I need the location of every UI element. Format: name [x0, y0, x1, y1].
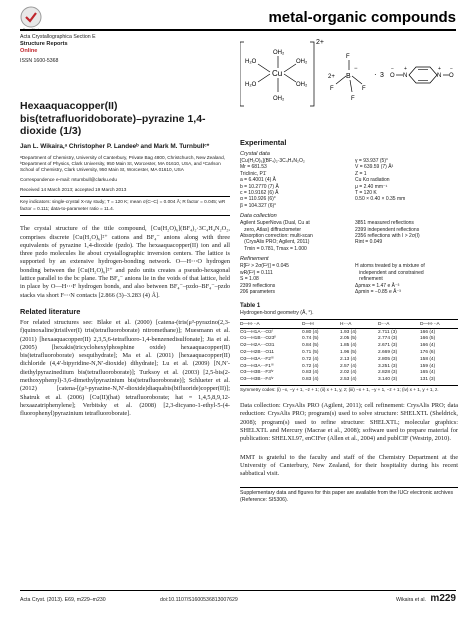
- affiliations: ᵃDepartment of Chemistry, University of Canterbury, Private Bag 4800, Christchurch, New Zealand, ᵇDepartment of Physics, Clark University, 950 Main St, Worcester, MA 01610, USA, and ᶜCarlson School of Chemistry, Clark University, 950 Main St, Worcester, MA 01610, USA: [20, 154, 226, 172]
- oxygen-right-minus: −: [450, 66, 453, 72]
- section-title: metal-organic compounds: [268, 9, 456, 26]
- oxygen-left: O: [390, 73, 395, 79]
- journal-meta: [20, 34, 235, 65]
- oh2-top: OH₂: [273, 50, 285, 56]
- data-line: T = 120 K: [355, 190, 377, 197]
- table-cell: 2.671 (3): [378, 343, 398, 349]
- table-header: H⋯A: [340, 320, 378, 329]
- right-bracket: [310, 42, 314, 106]
- table-row: [240, 356, 458, 363]
- data-line: a = 6.4001 (4) Å: [240, 177, 276, 184]
- table-cell: 2.774 (3): [378, 336, 398, 342]
- table-cell: 0.72 (4): [302, 363, 319, 369]
- table-cell: 176 (6): [420, 350, 436, 356]
- abstract: The crystal structure of the title compound, [Cu(H₂O)₆](BF₄)₂·3C₄H₄N₂O₂, comprises discrete [Cu(H₂O)₆]²⁺ cations and BF₄⁻ anions along with three equivalents of pyrazine 1,4-dioxide (pzdo). The hexaaquacopper(II) ion and all three pzdo molecules lie about crystallographic inversion centers. The lattice is supported by an extensive hydrogen-bonding network. O—H⋯O hydrogen bonding between the [Cu(H₂O)₆]²⁺ and pzdo units creates a pseudo-hexagonal lattice parallel to the bc plane. The BF₄⁻ anions lie in the voids of that lattice, held in place by O—H⋯F hydrogen bonds, and also between BF₄⁻–pzdo–BF₄⁻–pzdo stacks via short F⋯N contacts [2.866 (3)–3.283 (4) Å].: [20, 225, 230, 299]
- table-cell: 2.53 (4): [340, 377, 378, 385]
- table-cell: 165 (4): [420, 370, 436, 376]
- h2o-left-top: H₂O: [245, 59, 257, 65]
- data-line: H atoms treated by a mixture of: [355, 263, 425, 270]
- data-line: Triclinic, P1̄: [240, 170, 266, 177]
- issn: ISSN 1600-5368: [20, 58, 59, 64]
- left-column: [20, 100, 230, 418]
- crystal-data-right: [355, 158, 458, 209]
- bf4-count: 2+: [328, 74, 335, 80]
- table-cell: 2.57 (4): [340, 363, 357, 369]
- page-number: m229: [430, 593, 456, 604]
- crossmark-logo-icon: [20, 6, 42, 28]
- table-cell: O3—H3B⋯F4ⁱᵛ: [240, 377, 302, 385]
- refinement-heading: Refinement: [240, 256, 269, 263]
- dot-label: ·: [374, 70, 377, 79]
- table-cell: 2.669 (3): [378, 350, 398, 356]
- data-line: γ = 93.937 (5)°: [355, 158, 388, 164]
- table-cell: 0.72 (4): [302, 356, 319, 362]
- data-line: 2356 reflections with I > 2σ(I): [355, 233, 420, 240]
- data-collection-paragraph: Data collection: CrysAlis PRO (Agilent, 2011); cell refinement: CrysAlis PRO; data reduction: CrysAlis PRO; program(s) used to solve structure: SHELXTL (Sheldrick, 2008); program(s) used to refine structure: SHELXTL; molecular graphics: SHELXTL and Mercury (Macrae et al., 2008); software used to prepare material for publication: SHELXL97, enCIFer (Allen et al., 2004) and publCIF (Westrip, 2010).: [240, 402, 458, 443]
- divider: [240, 487, 458, 488]
- refinement-right: [355, 263, 458, 295]
- table-row: [240, 377, 458, 385]
- oh2-right-top: OH₂: [296, 59, 308, 65]
- hydrogen-bond-table: [240, 319, 458, 385]
- header-rule: [20, 29, 456, 31]
- data-collection: [240, 220, 458, 252]
- refinement: [240, 263, 458, 295]
- table-header: D—H⋯A: [420, 320, 458, 329]
- table-cell: 2.05 (5): [340, 336, 357, 342]
- data-line: S = 1.08: [240, 276, 259, 283]
- table-row: [240, 363, 458, 370]
- nitrogen-left-plus: +: [404, 66, 407, 72]
- cu-atom: Cu: [272, 69, 283, 78]
- table-cell: 2.828 (3): [378, 370, 398, 376]
- supplementary-note: Supplementary data and figures for this paper are available from the IUCr electronic archives (Reference: SI5306).: [240, 490, 454, 503]
- data-line: Agilent SuperNova (Dual, Cu at: [240, 220, 310, 227]
- data-line: Mr = 681.53: [240, 164, 267, 171]
- data-collection-left: [240, 220, 355, 252]
- footer-doi: doi:10.1107/S1600536813007629: [160, 597, 238, 603]
- key-indicators: Key indicators: single-crystal X-ray study; T = 120 K; mean σ(C–C) = 0.004 Å; R factor = 0.045; wR factor = 0.111; data-to-parameter ratio = 11.4.: [20, 199, 226, 211]
- table-cell: 131 (3): [420, 377, 458, 385]
- divider: [20, 196, 230, 197]
- table-cell: 1.93 (4): [340, 329, 357, 335]
- fluorine-top: F: [346, 54, 350, 60]
- structure-diagram: [240, 34, 458, 134]
- table-row: [240, 370, 458, 377]
- table-cell: O3—H3B⋯F3ⁱᵛ: [240, 370, 274, 376]
- correspondence: Correspondence e-mail: mturnbull@clarku.edu: [20, 176, 117, 182]
- footer-rule: [20, 590, 456, 591]
- article-title: Hexaaquacopper(II) bis(tetrafluoridoborate)–pyrazine 1,4-dioxide (1/3): [20, 100, 206, 137]
- table-cell: O3—H3A⋯F1ⁱⁱⁱ: [240, 363, 274, 369]
- table-cell: 2.13 (4): [340, 356, 357, 362]
- journal-subtitle: Structure Reports: [20, 41, 68, 47]
- nitrogen-right-plus: +: [438, 66, 441, 72]
- oxygen-left-minus: −: [391, 66, 394, 72]
- table-cell: 1.85 (4): [340, 343, 357, 349]
- received-date: Received 14 March 2013; accepted 19 March 2013: [20, 186, 127, 192]
- crystal-data-heading: Crystal data: [240, 151, 270, 157]
- related-literature-text: For related structures see: Blake et al. (2000) [catena-(tris(μ³-pyrazino(2,3-f)quinoxaline)trisilver(I) tris(tetrafluoroborate) nitromethane)]; Muesmann et al. (2011) [hexaaquacopper(II) 2,3,5,6-tetrafluoro-1,4-benzenedisulfonate]; Jia et al. (2005) [hexakis(tricyclohexylphosphine oxide) hexaaquacopper(II) bis(tetrafluoroborate) sesquihydrate]; Ma et al. (2001) [hexaaquacopper(II) dichloride (4,4′-bipyridine-N,N′-dioxide) dihydrate]; Lu et al. (2009) [N,N′-diethylpyrazinediium bis(tetrafluoroborate)]; Turksoy et al. (2003) [2,5-bis(2-methoxyphenyl)-3,6-dimethylpyrazinium bis(tetrafluoroborate)]; Schlueter et al. (2012) [catena-[(μ³-pyrazine-N,N′-dioxide)diaquabis(bifluoride)copper(II)]; Shatruk et al. (2006) [Cu(II)(hat) tetrafluoroborate; hat = 1,4,5,8,9,12-hexaazatriphenylene]; Verbitsky et al. (2008) [2,3-dicyano-1-ethyl-5-(4-fluorophenyl)pyrazinium tetrafluoroborate].: [20, 318, 230, 418]
- table-cell: 3.251 (3): [378, 363, 398, 369]
- oh2-bottom: OH₂: [273, 96, 285, 102]
- table-cell: 166 (4): [420, 329, 436, 335]
- table-cell: O2—H2A⋯O31: [240, 343, 275, 349]
- data-line: 0.50 × 0.40 × 0.35 mm: [355, 196, 406, 203]
- symmetry-codes: Symmetry codes: (i) −x, −y + 1, −z + 1; (ii) x + 1, y, z; (iii) −x + 1, −y + 1, −z + 1; (iv) x + 1, y + 1, z.: [240, 387, 439, 393]
- data-line: Tmin = 0.781, Tmax = 1.000: [240, 245, 307, 252]
- right-column: [240, 138, 458, 504]
- table-row: [240, 343, 458, 350]
- table-cell: 3.140 (3): [378, 377, 420, 385]
- data-line: μ = 2.40 mm⁻¹: [355, 183, 388, 190]
- table1-title: Table 1: [240, 303, 261, 310]
- table-header: D—H: [302, 320, 340, 329]
- fluorine-left: F: [330, 86, 334, 92]
- h2o-left-bottom: H₂O: [245, 82, 257, 88]
- data-line: β = 104.327 (6)°: [240, 202, 277, 209]
- left-bracket: [240, 42, 244, 106]
- data-line: refinement: [355, 276, 383, 283]
- data-line: R[F² > 2σ(F²)] = 0.045: [240, 263, 289, 270]
- data-collection-heading: Data collection: [240, 213, 277, 220]
- table-row: [240, 350, 458, 357]
- table-cell: O1—H1A⋯O3ⁱ: [240, 329, 273, 335]
- table-header-row: [240, 320, 458, 329]
- charge-label: 2+: [316, 39, 324, 46]
- data-line: zero, Atlas) diffractometer: [240, 226, 302, 233]
- data-line: Rint = 0.049: [355, 239, 383, 246]
- table-header: D—H⋯A: [240, 320, 302, 329]
- authors: Jan L. Wikaira,ᵃ Christopher P. Landeeᵇ and Mark M. Turnbullᶜ*: [20, 142, 210, 150]
- divider: [20, 215, 230, 216]
- table-cell: O1—H1B⋯O23ⁱⁱ: [240, 336, 277, 342]
- fluorine-right: F: [362, 86, 366, 92]
- fluorine-bottom: F: [351, 96, 355, 102]
- pzdo-count: 3: [380, 72, 384, 79]
- footer-citation: Acta Cryst. (2013). E69, m229–m230: [20, 597, 106, 603]
- table-row: [240, 336, 458, 343]
- data-line: V = 639.59 (7) Å³: [355, 164, 394, 171]
- footer: [20, 593, 456, 605]
- online-label: Online: [20, 48, 38, 54]
- data-line: Absorption correction: multi-scan: [240, 233, 313, 240]
- footer-authors: Wikaira et al.: [396, 597, 426, 603]
- table-cell: O2—H2B⋯O11: [240, 350, 275, 356]
- table-cell: 158 (4): [420, 356, 436, 362]
- journal-name: Acta Crystallographica Section E: [20, 34, 96, 40]
- data-line: Δρmax = 1.47 e Å⁻³: [355, 282, 400, 289]
- data-line: α = 110.926 (6)°: [240, 196, 276, 203]
- data-line: Δρmin = −0.85 e Å⁻³: [355, 288, 401, 295]
- table-cell: 0.71 (5): [302, 350, 319, 356]
- crystal-data-left: [240, 158, 355, 209]
- table-cell: 0.74 (5): [302, 336, 319, 342]
- data-line: Cu Kα radiation: [355, 177, 390, 184]
- table-cell: 166 (5): [420, 336, 436, 342]
- data-line: 2399 reflections: [240, 282, 276, 289]
- table-cell: 0.83 (4): [302, 370, 319, 376]
- nitrogen-left: N: [403, 73, 408, 79]
- data-line: wR(F²) = 0.111: [240, 269, 273, 276]
- table-cell: 2.805 (3): [378, 356, 398, 362]
- data-line: 206 parameters: [240, 288, 276, 295]
- table-cell: O3—H3A⋯F2ⁱⁱⁱ: [240, 356, 274, 362]
- table-cell: 159 (4): [420, 363, 436, 369]
- experimental-heading: Experimental: [240, 138, 287, 147]
- boron-minus: −: [354, 66, 358, 72]
- table-cell: 0.83 (4): [302, 377, 340, 385]
- oxygen-right: O: [449, 73, 454, 79]
- related-literature-heading: Related literature: [20, 306, 81, 316]
- data-line: c = 10.9162 (6) Å: [240, 190, 279, 197]
- data-line: 3851 measured reflections: [355, 220, 414, 227]
- acknowledgement: MMT is grateful to the faculty and staff of the Chemistry Department at the University of Canterbury, New Zealand, for their hospitality during his recent sabbatical visit.: [240, 453, 458, 478]
- data-line: independent and constrained: [355, 269, 424, 276]
- table-row: [240, 329, 458, 336]
- table-cell: 0.80 (4): [302, 329, 319, 335]
- table1-subtitle: Hydrogen-bond geometry (Å, °).: [240, 310, 314, 317]
- oh2-right-bottom: OH₂: [296, 82, 308, 88]
- nitrogen-right: N: [437, 73, 442, 79]
- data-line: Z = 1: [355, 170, 367, 177]
- data-line: b = 10.2770 (7) Å: [240, 183, 279, 190]
- table-cell: 2.02 (4): [340, 370, 357, 376]
- refinement-left: [240, 263, 355, 295]
- table-cell: 166 (4): [420, 343, 436, 349]
- data-line: [Cu(H₂O)₆](BF₄)₂·3C₄H₄N₂O₂: [240, 158, 305, 164]
- table-header: D⋯A: [378, 320, 420, 329]
- table-cell: 0.84 (5): [302, 343, 319, 349]
- data-line: (CrysAlis PRO; Agilent, 2011): [240, 239, 310, 246]
- data-line: 2399 independent reflections: [355, 226, 420, 233]
- table-cell: 1.96 (5): [340, 350, 357, 356]
- data-collection-right: [355, 220, 458, 252]
- crystal-data: [240, 158, 458, 209]
- table-cell: 2.711 (3): [378, 329, 397, 335]
- boron-atom: B: [346, 73, 351, 80]
